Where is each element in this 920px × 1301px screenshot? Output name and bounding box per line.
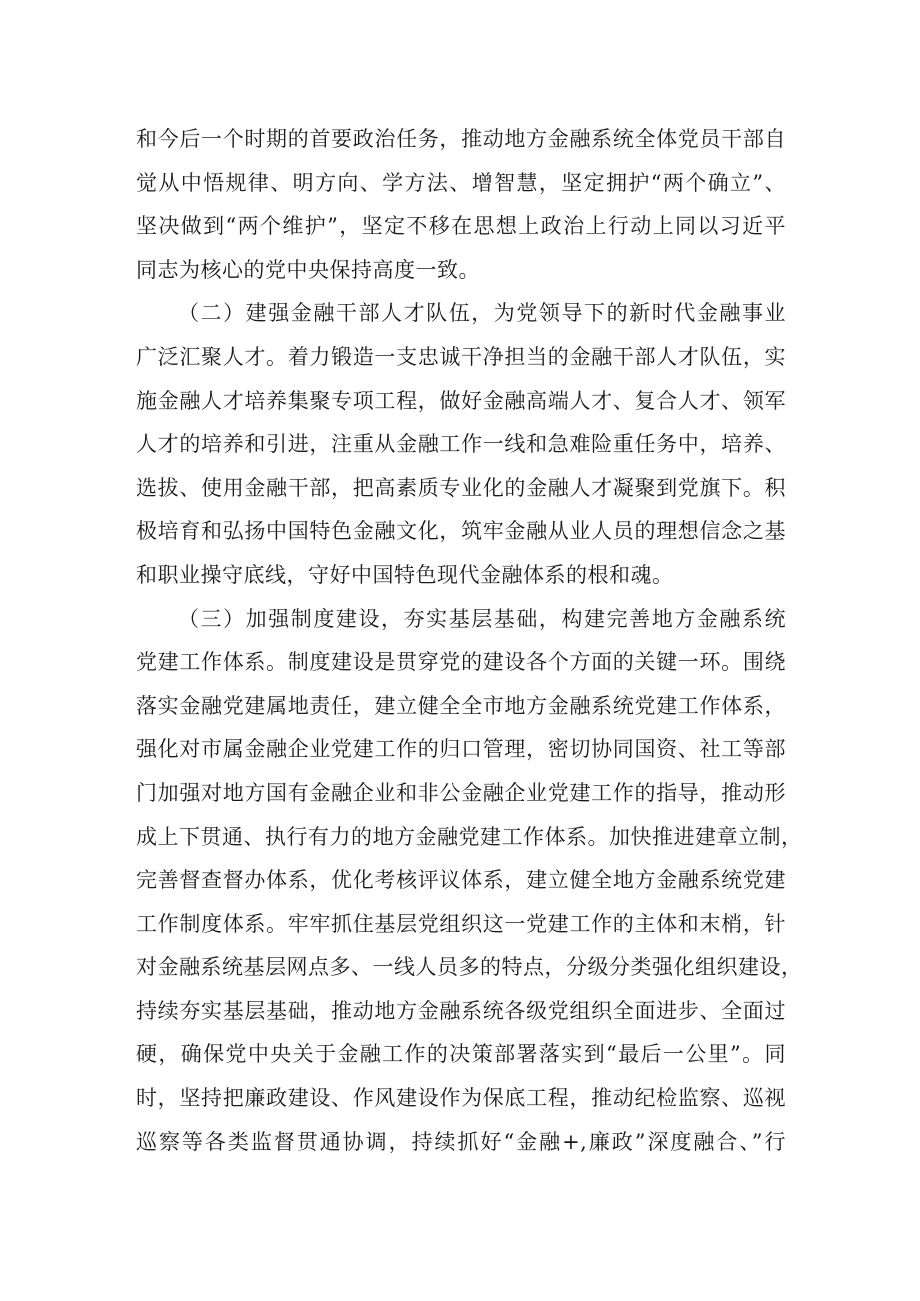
paragraph-line: 党建工作体系。制度建设是贯穿党的建设各个方面的关键一环。围绕	[136, 650, 786, 675]
paragraph-line: 广泛汇聚人才。着力锻造一支忠诚干净担当的金融干部人才队伍，实	[136, 344, 786, 369]
paragraph-line: 对金融系统基层网点多、一线人员多的特点，分级分类强化组织建设，	[136, 955, 803, 980]
paragraph-line: 硬，确保党中央关于金融工作的决策部署落实到“最后一公里”。同	[136, 1042, 786, 1067]
paragraph-heading-line: （二）建强金融干部人才队伍，为党领导下的新时代金融事业	[178, 301, 786, 326]
paragraph-line: 觉从中悟规律、明方向、学方法、增智慧，坚定拥护“两个确立”、	[136, 170, 786, 195]
paragraph-line: 选拔、使用金融干部，把高素质专业化的金融人才凝聚到党旗下。积	[136, 475, 786, 500]
paragraph-line: 强化对市属金融企业党建工作的归口管理，密切协同国资、社工等部	[136, 737, 786, 762]
paragraph-line: 极培育和弘扬中国特色金融文化，筑牢金融从业人员的理想信念之基	[136, 519, 786, 544]
paragraph-2	[136, 292, 786, 597]
paragraph-line: 巡察等各类监督贯通协调，持续抓好“金融+,廉政”深度融合、”行	[136, 1129, 786, 1154]
paragraph-line: 和职业操守底线，守好中国特色现代金融体系的根和魂。	[136, 562, 674, 587]
paragraph-line: 门加强对地方国有金融企业和非公金融企业党建工作的指导，推动形	[136, 780, 786, 805]
paragraph-line: 工作制度体系。牢牢抓住基层党组织这一党建工作的主体和末梢，针	[136, 911, 786, 936]
paragraph-line: 同志为核心的党中央保持高度一致。	[136, 257, 480, 282]
paragraph-line: 施金融人才培养集聚专项工程，做好金融高端人才、复合人才、领军	[136, 388, 786, 413]
paragraph-line: 持续夯实基层基础，推动地方金融系统各级党组织全面进步、全面过	[136, 998, 786, 1023]
paragraph-line: 坚决做到“两个维护”，坚定不移在思想上政治上行动上同以习近平	[136, 214, 786, 239]
document-body	[136, 118, 803, 1164]
paragraph-line: 人才的培养和引进，注重从金融工作一线和急难险重任务中，培养、	[136, 432, 786, 457]
paragraph-3	[136, 598, 803, 1165]
paragraph-line: 成上下贯通、执行有力的地方金融党建工作体系。加快推进建章立制，	[136, 824, 803, 849]
paragraph-line: 和今后一个时期的首要政治任务，推动地方金融系统全体党员干部自	[136, 127, 786, 151]
paragraph-1	[136, 118, 786, 292]
paragraph-line: 落实金融党建属地责任，建立健全全市地方金融系统党建工作体系，	[136, 693, 786, 718]
paragraph-line: 完善督查督办体系，优化考核评议体系，建立健全地方金融系统党建	[136, 868, 786, 893]
paragraph-line: 时，坚持把廉政建设、作风建设作为保底工程，推动纪检监察、巡视	[136, 1086, 786, 1111]
paragraph-heading-line: （三）加强制度建设，夯实基层基础，构建完善地方金融系统	[178, 606, 786, 631]
